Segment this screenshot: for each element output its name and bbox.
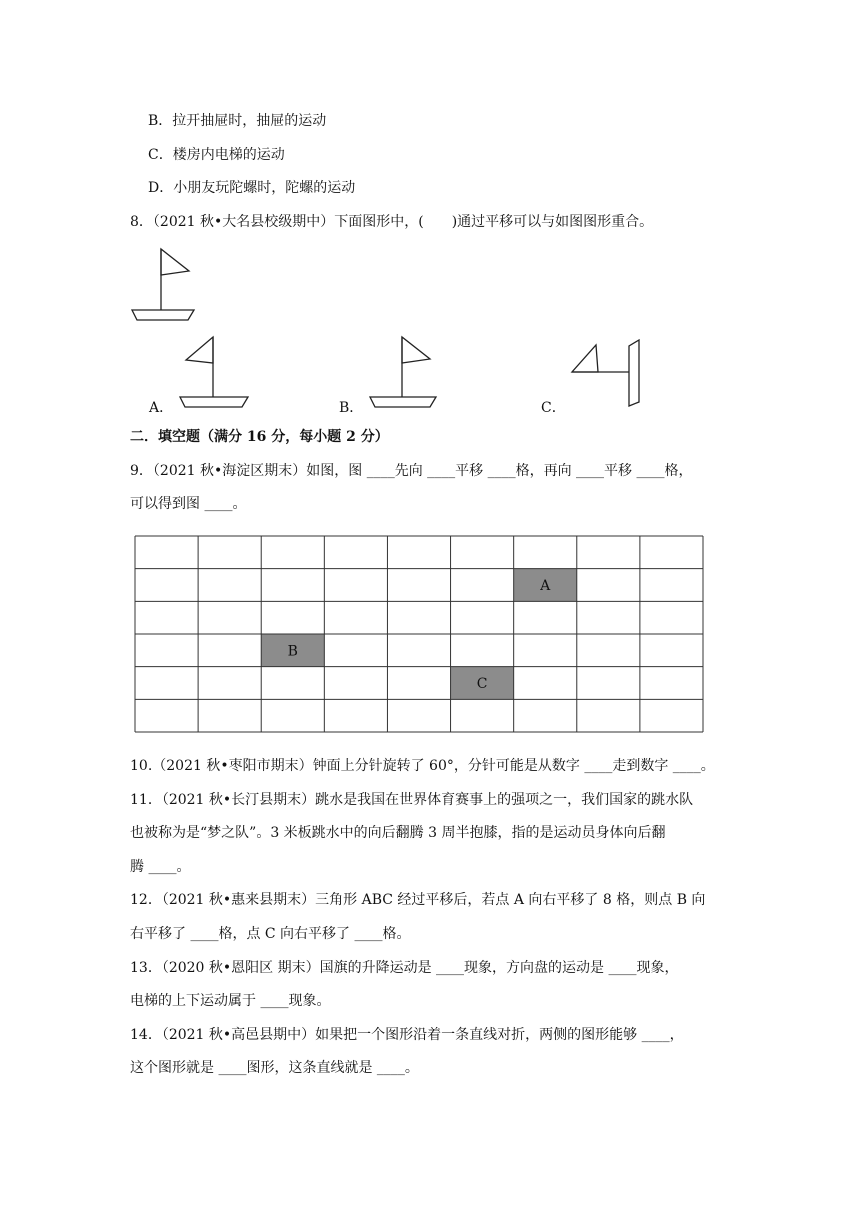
option-a-sailboat-figure [176, 334, 252, 412]
reference-sailboat-figure [128, 246, 200, 324]
question-12-line-2: 右平移了 ____格，点 C 向右平移了 ____格。 [130, 926, 411, 942]
cell-label-c: C [476, 676, 488, 692]
question-13-line-1: 13．（2020 秋•恩阳区 期末）国旗的升降运动是 ____现象，方向盘的运动是 ____现象， [130, 960, 679, 976]
translation-grid [134, 535, 704, 733]
question-9-line-1: 9．（2021 秋•海淀区期末）如图，图 ____先向 ____平移 ____格，再向 ____平移 ____格， [130, 463, 693, 479]
question-8-text: 8．（2021 秋•大名县校级期中）下面图形中，( )通过平移可以与如图图形重合。 [130, 214, 654, 230]
question-13-line-2: 电梯的上下运动属于 ____现象。 [130, 993, 331, 1009]
question-14-line-1: 14．（2021 秋•高邑县期中）如果把一个图形沿着一条直线对折，两侧的图形能够 ____， [130, 1027, 684, 1043]
question-11-line-2: 也被称为是“梦之队”。3 米板跳水中的向后翻腾 3 周半抱膝，指的是运动员身体向后翻 [130, 825, 666, 841]
question-14-line-2: 这个图形就是 ____图形，这条直线就是 ____。 [130, 1060, 419, 1076]
question-12-line-1: 12．（2021 秋•惠来县期末）三角形 ABC 经过平移后，若点 A 向右平移了 8 格，则点 B 向 [130, 892, 706, 908]
cell-label-a: A [540, 578, 551, 594]
option-c-sailboat-figure [569, 336, 645, 410]
option-c: C．楼房内电梯的运动 [148, 147, 285, 163]
grid-figure [134, 535, 704, 733]
question-9-line-2: 可以得到图 ____。 [130, 496, 247, 512]
question-11-line-3: 腾 ____。 [130, 859, 191, 875]
option-d: D．小朋友玩陀螺时，陀螺的运动 [148, 180, 356, 196]
option-b: B．拉开抽屉时，抽屉的运动 [148, 113, 327, 129]
option-b-sailboat-figure [366, 334, 442, 412]
option-a-label: A． [149, 400, 174, 416]
section-heading: 二．填空题（满分 16 分，每小题 2 分） [130, 429, 389, 445]
option-c-label: C． [541, 400, 566, 416]
cell-label-b: B [287, 643, 298, 660]
option-b-label: B． [339, 400, 364, 416]
question-10-text: 10.（2021 秋•枣阳市期末）钟面上分针旋转了 60°，分针可能是从数字 ____走到数字 ____。 [130, 758, 715, 774]
question-11-line-1: 11．（2021 秋•长汀县期末）跳水是我国在世界体育赛事上的强项之一，我们国家的跳水队 [130, 792, 694, 808]
